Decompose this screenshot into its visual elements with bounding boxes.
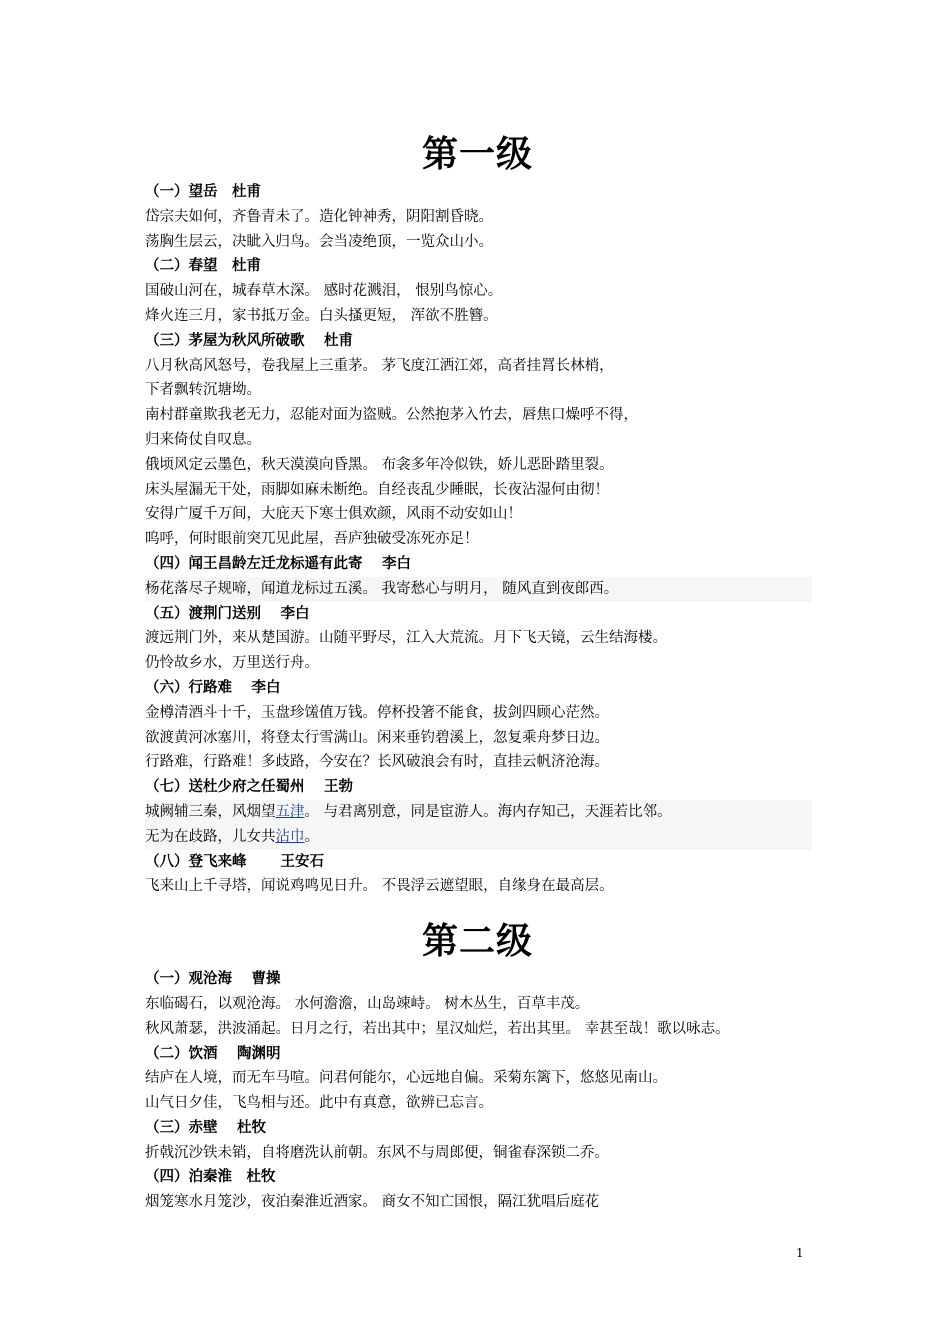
poem-2-3 (145, 1116, 810, 1166)
poem-2-4 (145, 1165, 810, 1215)
poem-2-2 (145, 1042, 810, 1116)
link-zhanjin[interactable]: 沾巾 (275, 828, 305, 845)
poem-line (145, 800, 812, 825)
poem-line: 折戟沉沙铁未销，自将磨洗认前朝。东风不与周郎便，铜雀春深锁二乔。 (145, 1144, 609, 1161)
poem-line: 下者飘转沉塘坳。 (145, 382, 261, 399)
line-text: 。 与君离别意，同是宦游人。海内存知己，天涯若比邻。 (304, 803, 672, 820)
poem-title: （一）观沧海 曹操 (145, 971, 281, 988)
document-content (145, 128, 810, 1215)
poem-line: 俄顷风定云墨色，秋天漠漠向昏黑。 布衾多年冷似铁，娇儿恶卧踏里裂。 (145, 456, 614, 473)
page-number: 1 (796, 1246, 804, 1260)
poem-1-6 (145, 676, 810, 775)
poem-1-5 (145, 602, 810, 676)
poem-title: （二）春望 杜甫 (145, 258, 261, 275)
level-title-1: 第一级 (421, 133, 533, 175)
poem-title: （五）渡荆门送别 李白 (145, 605, 310, 622)
poem-line: 行路难，行路难！多歧路，今安在？长风破浪会有时，直挂云帆济沧海。 (145, 754, 609, 771)
poem-line: 飞来山上千寻塔，闻说鸡鸣见日升。 不畏浮云遮望眼，自缘身在最高层。 (145, 878, 614, 895)
poem-1-3 (145, 329, 810, 552)
poem-line: 国破山河在，城春草木深。 感时花溅泪， 恨别鸟惊心。 (145, 283, 503, 300)
poem-line: 呜呼，何时眼前突兀见此屋，吾庐独破受冻死亦足！ (145, 531, 479, 548)
poem-line: 渡远荆门外，来从楚国游。山随平野尽，江入大荒流。月下飞天镜，云生结海楼。 (145, 630, 667, 647)
poem-1-8 (145, 850, 810, 900)
poem-line: 东临碣石，以观沧海。 水何澹澹，山岛竦峙。 树木丛生，百草丰茂。 (145, 995, 590, 1012)
poem-line: 烽火连三月，家书抵万金。白头搔更短， 浑欲不胜簪。 (145, 307, 498, 324)
poem-title: （一）望岳 杜甫 (145, 184, 261, 200)
poem-line: 秋风萧瑟，洪波涌起。日月之行，若出其中；星汉灿烂，若出其里。 幸甚至哉！歌以咏志。 (145, 1020, 730, 1037)
poem-title: （二）饮酒 陶渊明 (145, 1045, 281, 1062)
poem-line: 荡胸生层云，决眦入归鸟。会当凌绝顶，一览众山小。 (145, 233, 493, 250)
poem-title: （四）泊秦淮 杜牧 (145, 1169, 276, 1186)
poem-line: 结庐在人境，而无车马喧。问君何能尔，心远地自偏。采菊东篱下，悠悠见南山。 (145, 1070, 667, 1087)
poem-line: 欲渡黄河冰塞川，将登太行雪满山。闲来垂钓碧溪上，忽复乘舟梦日边。 (145, 729, 609, 746)
poem-line: 八月秋高风怒号，卷我屋上三重茅。 茅飞度江洒江郊，高者挂罥长林梢， (145, 357, 614, 374)
poem-title: （八）登飞来峰 王安石 (145, 853, 325, 870)
poem-title: （三）赤壁 杜牧 (145, 1119, 267, 1136)
poem-1-4 (145, 552, 810, 602)
poem-line: 杨花落尽子规啼，闻道龙标过五溪。 我寄愁心与明月， 随风直到夜郎西。 (145, 577, 812, 602)
poem-line: 归来倚仗自叹息。 (145, 431, 261, 448)
poem-line (145, 825, 812, 850)
poem-line: 安得广厦千万间，大庇天下寒士俱欢颜，风雨不动安如山！ (145, 506, 522, 523)
poem-line: 床头屋漏无干处，雨脚如麻未断绝。自经丧乱少睡眠，长夜沾湿何由彻！ (145, 481, 609, 498)
poem-title: （四）闻王昌龄左迁龙标遥有此寄 李白 (145, 555, 412, 572)
poem-line: 烟笼寒水月笼沙，夜泊秦淮近酒家。 商女不知亡国恨，隔江犹唱后庭花 (145, 1194, 600, 1211)
poem-1-1 (145, 180, 810, 254)
poem-title: （三）茅屋为秋风所破歌 杜甫 (145, 332, 354, 349)
link-wujin[interactable]: 五津 (275, 803, 305, 820)
line-text: 城阙辅三秦，风烟望 (145, 803, 276, 820)
line-text: 无为在歧路，儿女共 (145, 828, 276, 845)
poem-title: （六）行路难 李白 (145, 679, 281, 696)
line-text: 。 (304, 828, 319, 845)
poem-title: （七）送杜少府之任蜀州 王勃 (145, 779, 354, 796)
poem-line: 南村群童欺我老无力，忍能对面为盗贼。公然抱茅入竹去，唇焦口燥呼不得， (145, 407, 638, 424)
poem-line: 仍怜故乡水，万里送行舟。 (145, 655, 319, 672)
poem-1-7 (145, 775, 810, 849)
poem-line: 金樽清酒斗十千，玉盘珍馐值万钱。停杯投箸不能食，拔剑四顾心茫然。 (145, 704, 609, 721)
poem-1-2 (145, 254, 810, 328)
poem-line: 山气日夕佳，飞鸟相与还。此中有真意，欲辨已忘言。 (145, 1095, 493, 1112)
level-title-2: 第二级 (421, 920, 533, 963)
poem-line: 岱宗夫如何，齐鲁青未了。造化钟神秀，阴阳割昏晓。 (145, 208, 493, 225)
poem-2-1 (145, 967, 810, 1041)
